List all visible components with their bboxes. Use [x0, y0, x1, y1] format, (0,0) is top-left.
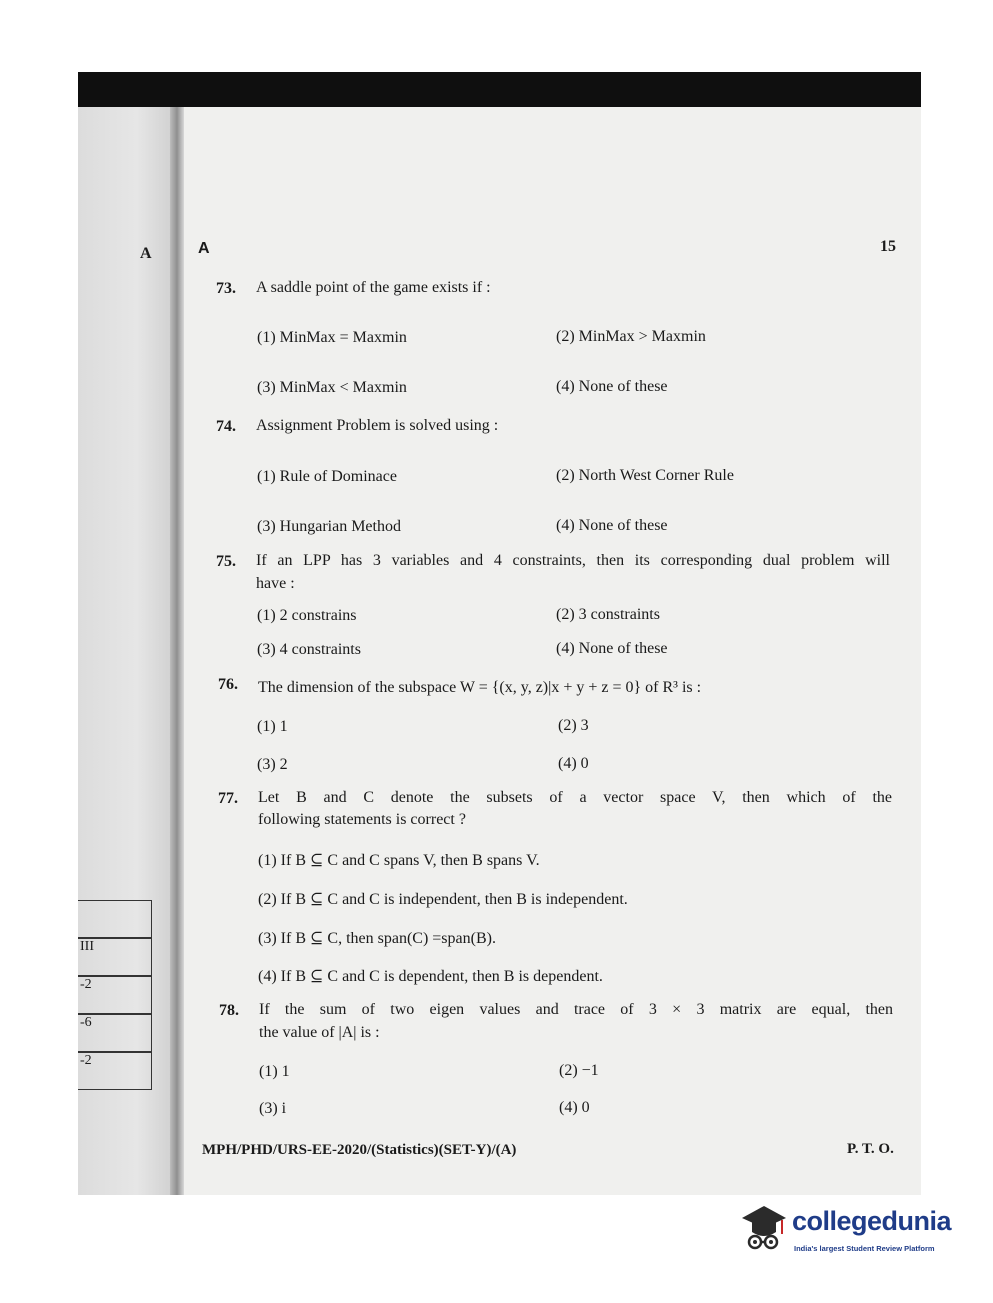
grid-cell: -6 — [78, 1014, 152, 1052]
option: (2) 3 constraints — [556, 606, 660, 623]
page-number: 15 — [880, 238, 896, 255]
option: (3) 2 — [257, 756, 288, 773]
brand-tagline: India's largest Student Review Platform — [794, 1244, 935, 1253]
option: (1) 1 — [257, 718, 288, 735]
collegedunia-logo — [738, 1200, 968, 1270]
option: (4) None of these — [556, 378, 668, 395]
question-number: 75. — [216, 553, 236, 570]
option: (2) −1 — [559, 1062, 599, 1079]
option: (4) 0 — [559, 1099, 590, 1116]
question-number: 78. — [219, 1002, 239, 1019]
question-text: If an LPP has 3 variables and 4 constraints, then its corresponding dual problem will — [256, 552, 890, 569]
question-text: The dimension of the subspace W = {(x, y, z)|x + y + z = 0} of R³ is : — [258, 679, 702, 696]
option: (1) 2 constrains — [257, 607, 357, 624]
grid-cell — [78, 900, 152, 938]
option: (4) 0 — [558, 755, 589, 772]
scanned-page — [78, 72, 921, 1195]
option: (3) 4 constraints — [257, 641, 361, 658]
question-number: 77. — [218, 790, 238, 807]
option: (3) MinMax < Maxmin — [257, 379, 407, 396]
question-number: 76. — [218, 676, 238, 693]
option: (4) If B ⊆ C and C is dependent, then B is dependent. — [258, 968, 603, 985]
option: (2) If B ⊆ C and C is independent, then B is independent. — [258, 891, 628, 908]
student-mascot-icon — [738, 1200, 790, 1258]
grid-cell: -2 — [78, 1052, 152, 1090]
left-margin-grid — [78, 900, 152, 1090]
question-text: A saddle point of the game exists if : — [256, 279, 491, 296]
option: (1) If B ⊆ C and C spans V, then B spans V. — [258, 852, 540, 869]
question-number: 74. — [216, 418, 236, 435]
option: (4) None of these — [556, 517, 668, 534]
option: (3) Hungarian Method — [257, 518, 401, 535]
set-letter: A — [198, 240, 210, 257]
option: (1) 1 — [259, 1063, 290, 1080]
question-text: Assignment Problem is solved using : — [256, 417, 499, 434]
question-text: If the sum of two eigen values and trace of 3 × 3 matrix are equal, then — [259, 1001, 893, 1018]
grid-cell: III — [78, 938, 152, 976]
scanner-edge — [78, 72, 921, 107]
question-number: 73. — [216, 280, 236, 297]
option: (2) North West Corner Rule — [556, 467, 734, 484]
question-text: Let B and C denote the subsets of a vector space V, then which of the — [258, 789, 892, 806]
option: (2) MinMax > Maxmin — [556, 328, 706, 345]
option: (1) MinMax = Maxmin — [257, 329, 407, 346]
pto-label: P. T. O. — [847, 1141, 894, 1157]
option: (4) None of these — [556, 640, 668, 657]
book-gutter — [170, 107, 184, 1195]
left-page-letter: A — [140, 245, 152, 262]
question-text-line2: the value of |A| is : — [259, 1024, 380, 1041]
option: (1) Rule of Dominace — [257, 468, 397, 485]
option: (3) i — [259, 1100, 287, 1117]
grid-cell: -2 — [78, 976, 152, 1014]
option: (3) If B ⊆ C, then span(C) =span(B). — [258, 930, 496, 947]
question-text-line2: following statements is correct ? — [258, 811, 466, 828]
paper-code: MPH/PHD/URS-EE-2020/(Statistics)(SET-Y)/(A) — [202, 1142, 517, 1158]
brand-name: collegedunia — [792, 1206, 952, 1236]
option: (2) 3 — [558, 717, 589, 734]
question-text-line2: have : — [256, 575, 295, 592]
